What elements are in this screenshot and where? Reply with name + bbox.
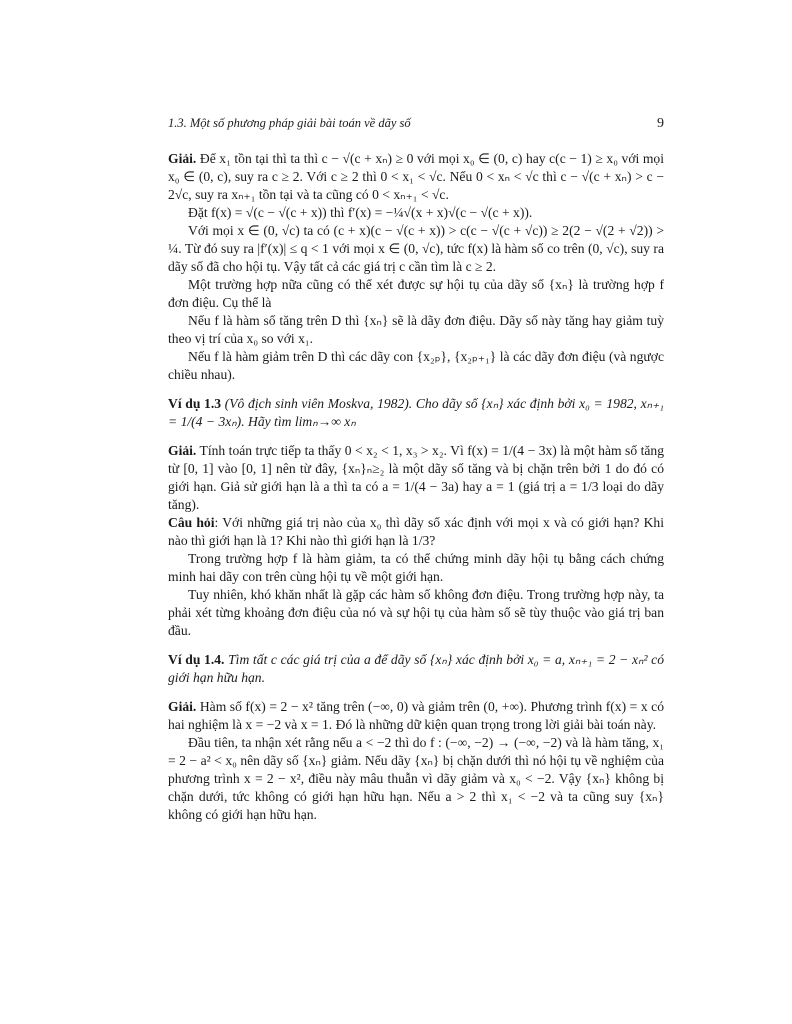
solution-label: Giải. — [168, 151, 197, 166]
example-1-3 — [168, 395, 664, 431]
solution-1-increasing-case: Nếu f là hàm số tăng trên D thì {xₙ} sẽ là dãy đơn điệu. Dãy số này tăng hay giảm tuỳ theo vị trí của x₀ so với x₁. — [168, 313, 664, 346]
question-text: : Với những giá trị nào của x₀ thì dãy số xác định với mọi x và có giới hạn? Khi nào thì giới hạn là 1? Khi nào thì giới hạn là 1/3? — [168, 515, 664, 548]
solution-1-text: Để x₁ tồn tại thì ta thì c − √(c + xₙ) ≥ 0 với mọi x₀ ∈ (0, c) hay c(c − 1) ≥ x₀ với mọi x₀ ∈ (0, c), suy ra c ≥ 2. Với c ≥ 2 thì 0 < x₁ < √c. Nếu 0 < xₙ < √c thì c − √(c + xₙ) > c − 2√c, suy ra xₙ₊₁ tồn tại và ta cũng có 0 < xₙ₊₁ < √c. — [168, 151, 664, 202]
example-1-4-statement: Tìm tất c các giá trị của a để dãy số {xₙ} xác định bởi x₀ = a, xₙ₊₁ = 2 − xₙ² có giới hạn hữu hạn. — [168, 652, 665, 685]
solution-2-text: Tính toán trực tiếp ta thấy 0 < x₂ < 1, x₃ > x₂. Vì f(x) = 1/(4 − 3x) là một hàm số tăng từ [0, 1] vào [0, 1] nên từ đây, {xₙ}ₙ≥₂ là một dãy số tăng và bị chặn trên bởi 1 do đó có giới hạn. Giả sử giới hạn là a thì ta có a = 1/(4 − 3a) hay a = 1 (giá trị a = 1/3 loại do dãy tăng). — [168, 443, 664, 512]
page-number: 9 — [657, 116, 664, 131]
example-1-3-statement: (Vô địch sinh viên Moskva, 1982). Cho dãy số {xₙ} xác định bởi x₀ = 1982, xₙ₊₁ = 1/(4 − 3xₙ). Hãy tìm limₙ→∞ xₙ — [168, 396, 664, 429]
solution-1-estimate: Với mọi x ∈ (0, √c) ta có (c + x)(c − √(c + x)) > c(c − √(c + √c)) ≥ 2(2 − √(2 + √2)) > ¼. Từ đó suy ra |f′(x)| ≤ q < 1 với mọi x ∈ (0, √c), tức f(x) là hàm số co trên (0, √c), suy ra dãy số đã cho hội tụ. Vậy tất cả các giá trị c cần tìm là c ≥ 2. — [168, 223, 664, 274]
solution-3-paragraph — [168, 698, 664, 734]
header-title: 1.3. Một số phương pháp giải bài toán về dãy số — [168, 116, 411, 130]
solution-1-decreasing-case: Nếu f là hàm giảm trên D thì các dãy con {x₂ₚ}, {x₂ₚ₊₁} là các dãy đơn điệu (và ngược chiều nhau). — [168, 349, 664, 382]
running-header — [168, 116, 664, 134]
solution-2-paragraph — [168, 442, 664, 514]
solution-label: Giải. — [168, 443, 197, 458]
solution-3-text: Hàm số f(x) = 2 − x² tăng trên (−∞, 0) và giảm trên (0, +∞). Phương trình f(x) = x có hai nghiệm là x = −2 và x = 1. Đó là những dữ kiện quan trọng trong lời giải bài toán này. — [168, 699, 664, 732]
page-body — [168, 150, 664, 824]
solution-1-paragraph — [168, 150, 664, 204]
solution-1-definition: Đặt f(x) = √(c − √(c + x)) thì f′(x) = −¼√(x + x)√(c − √(c + x)). — [188, 205, 533, 220]
example-1-4-label: Ví dụ 1.4. — [168, 652, 225, 667]
solution-label: Giải. — [168, 699, 197, 714]
solution-1-monotone-intro: Một trường hợp nữa cũng có thể xét được sự hội tụ của dãy số {xₙ} là trường hợp f đơn điệu. Cụ thể là — [168, 277, 664, 310]
example-1-3-label: Ví dụ 1.3 — [168, 396, 222, 411]
solution-2-non-monotone: Tuy nhiên, khó khăn nhất là gặp các hàm số không đơn điệu. Trong trường hợp này, ta phải xét từng khoảng đơn điệu của nó và sự hội tụ của hàm số sẽ tùy thuộc vào giá trị ban đầu. — [168, 587, 664, 638]
question-label: Câu hỏi — [168, 515, 215, 530]
example-1-4 — [168, 651, 664, 687]
solution-2-decreasing: Trong trường hợp f là hàm giảm, ta có thể chứng minh dãy hội tụ bằng cách chứng minh hai dãy con trên cùng hội tụ về một giới hạn. — [168, 551, 664, 584]
solution-3-analysis: Đầu tiên, ta nhận xét rằng nếu a < −2 thì do f : (−∞, −2) → (−∞, −2) và là hàm tăng, x₁ = 2 − a² < x₀ nên dãy số {xₙ} giảm. Nếu dãy {xₙ} bị chặn dưới thì nó hội tụ về nghiệm của phương trình x = 2 − x², điều này mâu thuẫn vì dãy giảm và x₀ < −2. Vậy {xₙ} không bị chặn dưới, tức không có giới hạn hữu hạn. Nếu a > 2 thì x₁ < −2 và ta cũng suy {xₙ} không có giới hạn hữu hạn. — [168, 735, 664, 822]
question-paragraph — [168, 514, 664, 550]
